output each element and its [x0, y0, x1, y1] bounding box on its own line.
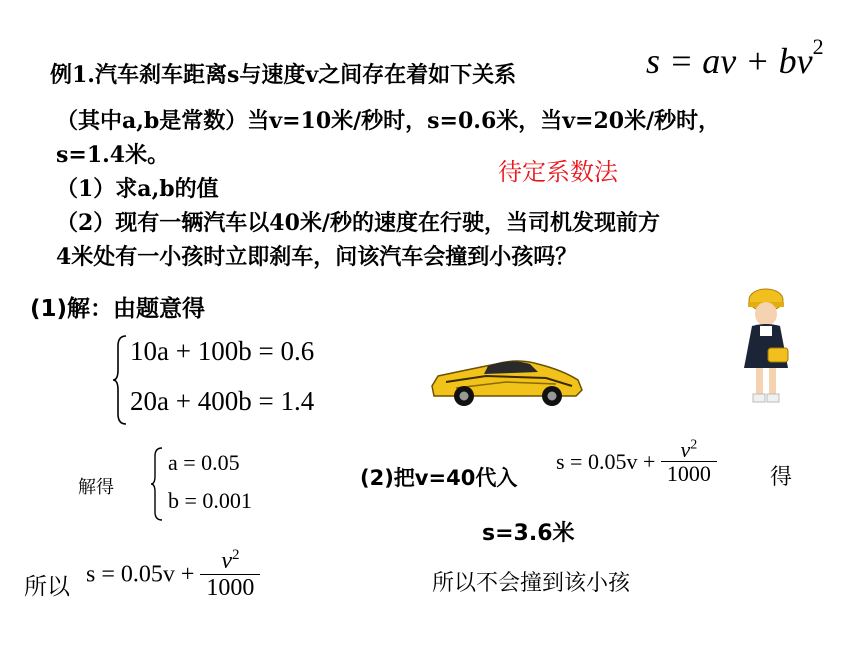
problem-line-1: 例1.汽车刹车距离s与速度v之间存在着如下关系 — [50, 62, 517, 88]
part2-denominator: 1000 — [666, 461, 711, 487]
solve-label: 解得 — [78, 477, 114, 498]
part2-fraction — [661, 438, 717, 486]
part2-numerator-exponent: 2 — [690, 437, 698, 453]
conclusion: 所以不会撞到该小孩 — [432, 571, 631, 596]
final-numerator: v — [221, 548, 232, 574]
relation-formula-text: s = av + bv — [646, 41, 813, 81]
problem-line-5: （2）现有一辆汽车以40米/秒的速度在行驶，当司机发现前方 — [56, 210, 660, 236]
left-brace-icon — [150, 446, 164, 522]
solution-system — [150, 446, 290, 522]
relation-formula — [646, 34, 824, 82]
problem-line-6: 4米处有一小孩时立即刹车，问该汽车会撞到小孩吗？ — [56, 244, 578, 270]
equation-2: 20a + 400b = 1.4 — [130, 386, 315, 416]
part2-formula-lhs: s = 0.05v + — [556, 449, 656, 475]
part2-label: (2)把v=40代入 — [360, 466, 518, 490]
problem-line-4: （1）求a,b的值 — [56, 176, 219, 202]
equation-1: 10a + 100b = 0.6 — [130, 336, 315, 366]
therefore-label: 所以 — [24, 574, 70, 600]
result-distance: s=3.6米 — [482, 521, 575, 546]
final-formula — [86, 548, 260, 602]
equation-system — [112, 334, 372, 424]
left-brace-icon — [112, 334, 128, 426]
result-a: a = 0.05 — [168, 450, 240, 475]
part2-formula — [556, 438, 717, 486]
result-b: b = 0.001 — [168, 488, 252, 513]
car-image — [426, 352, 586, 406]
part1-label: (1)解：由题意得 — [30, 296, 206, 322]
problem-line-2: （其中a,b是常数）当v=10米/秒时，s=0.6米，当v=20米/秒时， — [56, 108, 721, 134]
part2-suffix: 得 — [770, 465, 793, 490]
final-numerator-exponent: 2 — [232, 547, 240, 563]
problem-line-3: s=1.4米。 — [56, 142, 170, 168]
part2-numerator: v — [680, 437, 691, 462]
child-image — [738, 284, 794, 410]
final-formula-lhs: s = 0.05v + — [86, 561, 195, 588]
relation-formula-exponent: 2 — [812, 34, 824, 59]
final-denominator: 1000 — [206, 575, 255, 602]
final-fraction — [200, 548, 260, 602]
method-label: 待定系数法 — [498, 158, 618, 186]
